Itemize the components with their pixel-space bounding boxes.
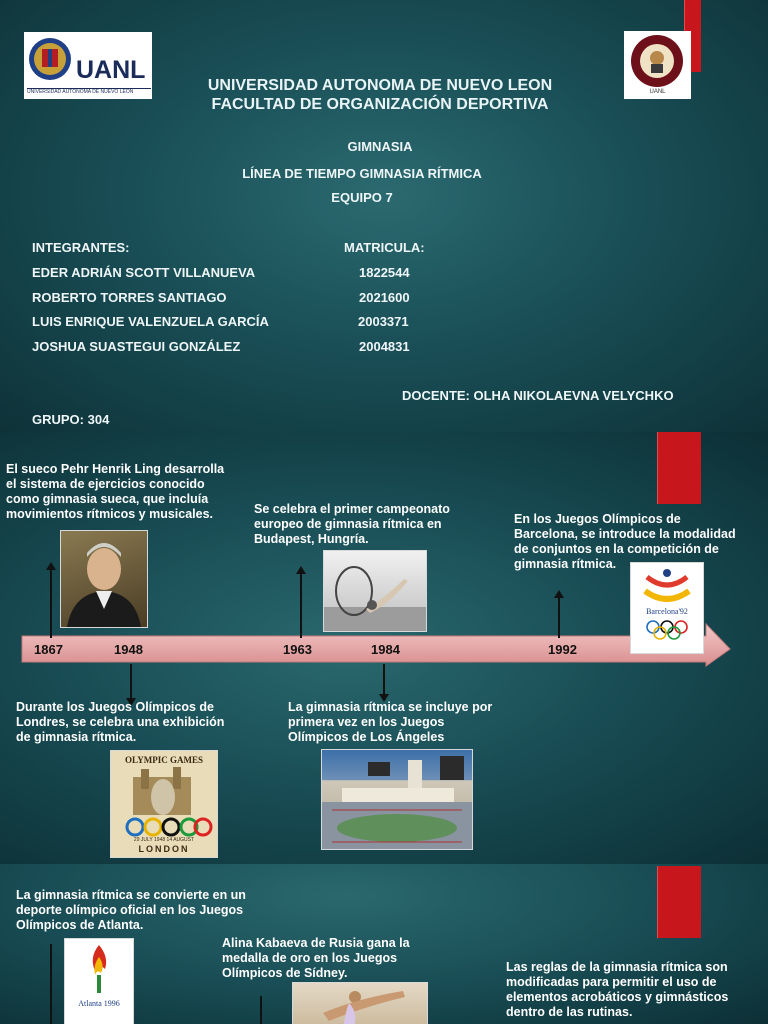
member-id: 1822544	[359, 265, 410, 280]
connector-sydney	[260, 996, 262, 1024]
faculty-seal-text: UANL	[649, 89, 666, 95]
uanl-logo-text: UANL	[76, 56, 146, 84]
university-name: UNIVERSIDAD AUTONOMA DE NUEVO LEON	[207, 77, 553, 94]
connector-1992	[558, 592, 560, 638]
accent-bar	[657, 432, 701, 504]
team-label: EQUIPO 7	[331, 190, 393, 205]
year-1948: 1948	[114, 642, 143, 657]
member-name: EDER ADRIÁN SCOTT VILLANUEVA	[32, 265, 256, 280]
teacher-label: DOCENTE: OLHA NIKOLAEVNA VELYCHKO	[402, 388, 674, 403]
event-1867: El sueco Pehr Henrik Ling desarrolla el sistema de ejercicios conocido como gimnasia sueca, que incluía movimientos rítmicos y musicales.	[6, 462, 225, 521]
subject-label: GIMNASIA	[347, 139, 413, 154]
timeline-slide	[0, 432, 768, 864]
event-rules: Las reglas de la gimnasia rítmica son modificadas para permitir el uso de elementos acrobáticos y gimnásticos dentro de las rutinas.	[506, 960, 729, 1019]
hoop-gymnast-photo	[323, 550, 427, 632]
la-coliseum-photo	[321, 749, 473, 850]
barcelona-92-logo	[630, 562, 704, 654]
barcelona-92-text: Barcelona'92	[646, 607, 688, 616]
member-id: 2021600	[359, 290, 410, 305]
year-1984: 1984	[371, 642, 400, 657]
timeline-slide-2	[0, 864, 768, 1024]
faculty-name: FACULTAD DE ORGANIZACIÓN DEPORTIVA	[211, 96, 549, 113]
event-atlanta: La gimnasia rítmica se convierte en un deporte olímpico oficial en los Juegos Olímpicos de Atlanta.	[16, 888, 246, 932]
atlanta-1996-logo	[64, 938, 134, 1024]
event-1948: Durante los Juegos Olímpicos de Londres, se celebra una exhibición de gimnasia rítmica.	[16, 700, 225, 744]
member-id: 2004831	[359, 339, 410, 354]
poster-title: OLYMPIC GAMES	[125, 755, 203, 765]
event-1992: En los Juegos Olímpicos de Barcelona, se introduce la modalidad de conjuntos en la competición de gimnasia rítmica.	[514, 512, 736, 571]
event-sydney: Alina Kabaeva de Rusia gana la medalla de oro en los Juegos Olímpicos de Sídney.	[222, 936, 410, 980]
poster-city: LONDON	[138, 844, 190, 854]
event-1963: Se celebra el primer campeonato europeo de gimnasia rítmica en Budapest, Hungría.	[254, 502, 450, 546]
year-1867: 1867	[34, 642, 63, 657]
connector-atlanta	[50, 944, 52, 1024]
portrait-photo	[60, 530, 148, 628]
connector-1984	[383, 664, 385, 700]
atlanta-logo-text: Atlanta 1996	[78, 999, 120, 1008]
accent-bar	[657, 866, 701, 938]
year-1992: 1992	[548, 642, 577, 657]
event-1984: La gimnasia rítmica se incluye por primera vez en los Juegos Olímpicos de Los Ángeles	[288, 700, 493, 744]
member-name: ROBERTO TORRES SANTIAGO	[32, 290, 227, 305]
topic-label: LÍNEA DE TIEMPO GIMNASIA RÍTMICA	[242, 166, 482, 181]
member-id: 2003371	[358, 314, 409, 329]
connector-1867	[50, 564, 52, 638]
member-name: JOSHUA SUASTEGUI GONZÁLEZ	[32, 339, 241, 354]
members-header: INTEGRANTES:	[32, 240, 130, 255]
connector-1948	[130, 664, 132, 704]
sydney-gymnast-photo	[292, 982, 428, 1024]
poster-date: 29 JULY 1948 14 AUGUST	[133, 837, 195, 843]
london-1948-poster	[110, 750, 218, 858]
year-1963: 1963	[283, 642, 312, 657]
matricula-header: MATRICULA:	[344, 240, 425, 255]
uanl-logo-subtext: UNIVERSIDAD AUTONOMA DE NUEVO LEON	[27, 88, 151, 95]
group-label: GRUPO: 304	[32, 412, 110, 427]
cover-slide	[0, 0, 768, 432]
connector-1963	[300, 568, 302, 638]
member-name: LUIS ENRIQUE VALENZUELA GARCÍA	[32, 314, 269, 329]
